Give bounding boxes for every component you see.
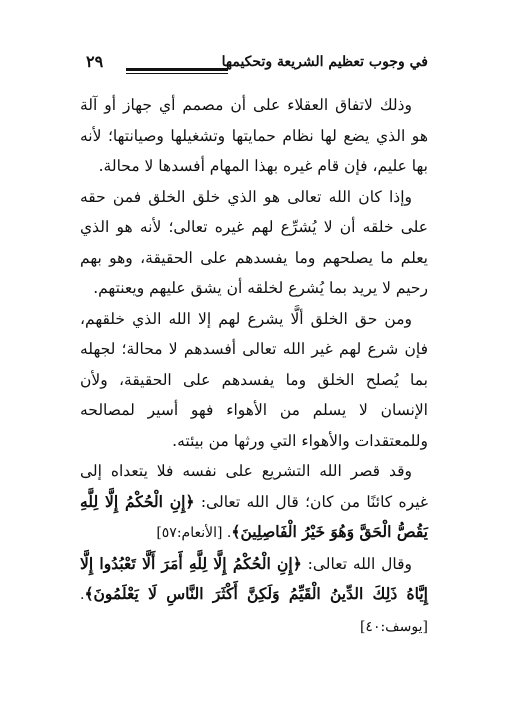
paragraph-5 — [80, 549, 428, 643]
paragraph-3: ومن حق الخلق ألَّا يشرع لهم إلا الله الذي خلقهم، فإن شرع لهم غير الله تعالى أفسدهم لا محالة؛ لجهله بما يُصلح الخلق وما يفسدهم على الحقيقة، ولأن الإنسان لا يسلم من الأهواء فهو أسير لمصالحه وللمعتقدات والأهواء التي ورثها من بيئته. — [80, 309, 428, 450]
quran-verse-yusuf: ﴿إِنِ الْحُكْمُ إِلَّا لِلَّهِ أَمَرَ أَلَّا تَعْبُدُوا إِلَّا إِيَّاهُ ذَلِكَ الدِّينُ الْقَيِّمُ وَلَكِنَّ أَكْثَرَ النَّاسِ لَا يَعْلَمُونَ﴾ — [80, 553, 428, 603]
verse-reference-yusuf: . [يوسف:٤٠] — [80, 587, 428, 635]
paragraph-2: وإذا كان الله تعالى هو الذي خلق الخلق فمن حقه على خلقه أن لا يُشرِّع لهم غيره تعالى؛ لأنه هو الذي يعلم ما يصلحهم وما يفسدهم على الحقيقة، وهو بهم رحيم لا يريد بما يُشرع لخلقه أن يشق عليهم ويعنتهم. — [80, 187, 428, 297]
header-rule — [126, 68, 228, 71]
paragraph-4 — [80, 456, 428, 549]
body-text — [80, 90, 428, 642]
verse-reference-anam: . [الأنعام:٥٧] — [156, 525, 232, 541]
paragraph-5-text: وقال الله تعالى: — [301, 554, 412, 573]
page-number: ٢٩ — [86, 52, 107, 72]
running-header — [86, 52, 428, 78]
quran-verse-anam: ﴿إِنِ الْحُكْمُ إِلَّا لِلَّهِ يَقُصُّ الْحَقَّ وَهُوَ خَيْرُ الْفَاصِلِينَ﴾ — [80, 491, 428, 541]
running-header-title: في وجوب تعظيم الشريعة وتحكيمها — [216, 52, 428, 72]
paragraph-4-text: وقد قصر الله التشريع على نفسه فلا يتعداه إلى غيره كائنًا من كان؛ قال الله تعالى: — [80, 462, 428, 511]
paragraph-1: وذلك لاتفاق العقلاء على أن مصمم أي جهاز أو آلة هو الذي يضع لها نظام حمايتها وتشغيلها وصيانتها؛ لأنه بها عليم، فإن قام غيره بهذا المهام أفسدها لا محالة. — [80, 96, 428, 175]
